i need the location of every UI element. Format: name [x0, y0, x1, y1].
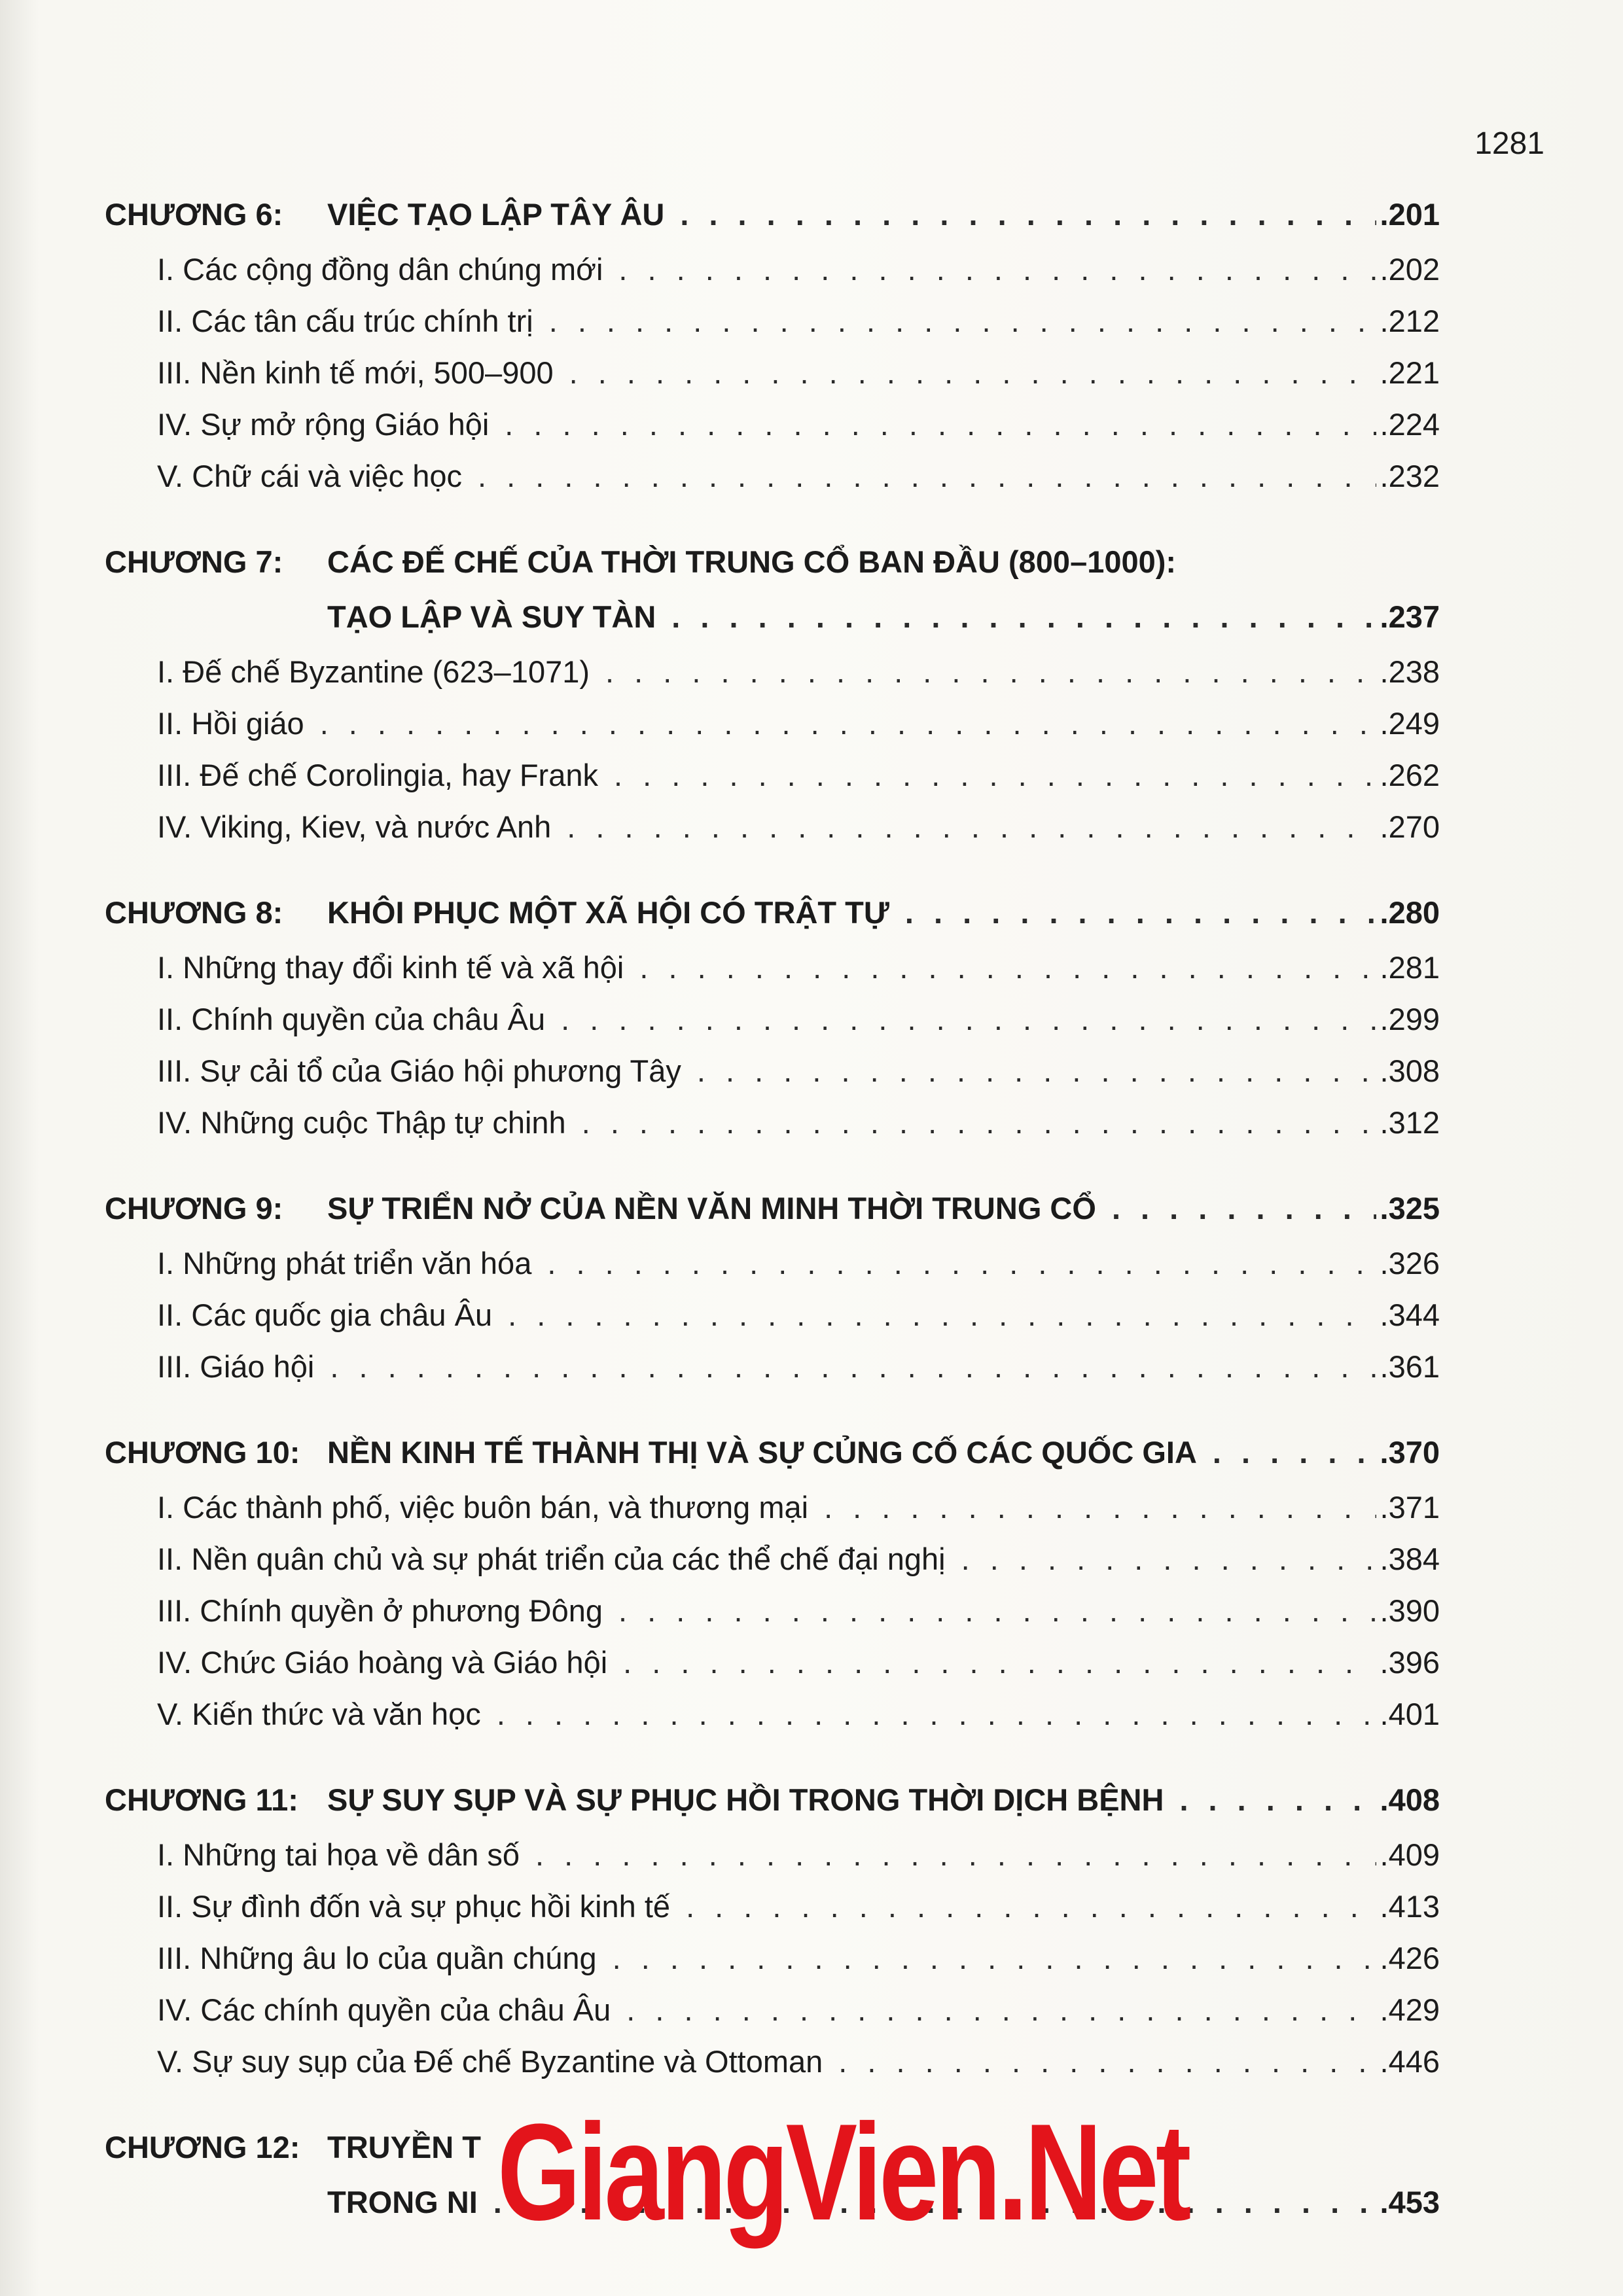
dot-leader	[961, 1541, 1376, 1577]
toc-section-entry	[105, 1541, 1440, 1593]
section-title: II. Các quốc gia châu Âu	[157, 1298, 493, 1332]
section-page-number: .409	[1380, 1837, 1440, 1872]
chapter-page-number: .453	[1380, 2185, 1440, 2219]
section-page-number: .238	[1380, 654, 1440, 689]
section-title: V. Sự suy sụp của Đế chế Byzantine và Ottoman	[157, 2044, 823, 2079]
chapter-label: CHƯƠNG 12:	[105, 2130, 300, 2164]
section-title: II. Chính quyền của châu Âu	[157, 1002, 546, 1036]
chapter-title: TRUYỀN T	[327, 2130, 481, 2164]
dot-leader	[905, 894, 1376, 930]
dot-leader	[569, 355, 1376, 391]
section-title: I. Những phát triển văn hóa	[157, 1246, 532, 1280]
section-page-number: .299	[1380, 1002, 1440, 1036]
dot-leader	[824, 1489, 1376, 1525]
toc-chapter	[105, 196, 1440, 510]
section-page-number: .202	[1380, 252, 1440, 287]
section-page-number: .429	[1380, 1992, 1440, 2027]
section-title: II. Nền quân chủ và sự phát triển của các thể chế đại nghị	[157, 1542, 946, 1576]
section-title: I. Các cộng đồng dân chúng mới	[157, 252, 603, 287]
dot-leader	[671, 599, 1376, 635]
toc-section-entry	[105, 251, 1440, 303]
toc-section-entry	[105, 406, 1440, 458]
chapter-title: NỀN KINH TẾ THÀNH THỊ VÀ SỰ CỦNG CỐ CÁC QUỐC GIA	[327, 1435, 1197, 1470]
toc-section-entry	[105, 355, 1440, 406]
dot-leader	[626, 1992, 1376, 2028]
toc-section-entry	[105, 705, 1440, 757]
dot-leader	[320, 705, 1376, 741]
dot-leader	[549, 303, 1376, 339]
toc-section-entry	[105, 1837, 1440, 1888]
chapter-title: TRONG NI	[327, 2185, 478, 2219]
section-page-number: .224	[1380, 407, 1440, 442]
section-title: III. Sự cải tổ của Giáo hội phương Tây	[157, 1053, 681, 1088]
dot-leader	[618, 251, 1376, 287]
chapter-title: SỰ TRIỂN NỞ CỦA NỀN VĂN MINH THỜI TRUNG CỔ	[327, 1191, 1096, 1226]
dot-leader	[478, 458, 1376, 494]
chapter-page-number: .370	[1380, 1435, 1440, 1470]
chapter-page-number: .201	[1380, 197, 1440, 232]
toc-section-entry	[105, 1053, 1440, 1104]
section-title: IV. Các chính quyền của châu Âu	[157, 1992, 611, 2027]
section-title: I. Những thay đổi kinh tế và xã hội	[157, 950, 624, 985]
chapter-label: CHƯƠNG 8:	[105, 895, 283, 930]
dot-leader	[567, 809, 1376, 845]
section-page-number: .281	[1380, 950, 1440, 985]
section-title: III. Chính quyền ở phương Đông	[157, 1593, 603, 1628]
section-page-number: .384	[1380, 1542, 1440, 1576]
dot-leader	[613, 1940, 1376, 1976]
section-page-number: .308	[1380, 1053, 1440, 1088]
toc-chapter	[105, 1782, 1440, 2095]
chapter-heading-line	[105, 894, 1440, 949]
section-title: IV. Viking, Kiev, và nước Anh	[157, 809, 552, 844]
dot-leader	[618, 1593, 1376, 1629]
toc-chapter	[105, 1434, 1440, 1748]
toc-section-entry	[105, 1489, 1440, 1541]
dot-leader	[508, 1297, 1376, 1333]
section-title: I. Các thành phố, việc buôn bán, và thương mại	[157, 1490, 809, 1525]
dot-leader	[838, 2043, 1376, 2079]
toc-section-entry	[105, 303, 1440, 355]
section-page-number: .371	[1380, 1490, 1440, 1525]
table-of-contents	[105, 196, 1440, 2273]
toc-section-entry	[105, 654, 1440, 705]
section-page-number: .426	[1380, 1941, 1440, 1975]
section-title: III. Đế chế Corolingia, hay Frank	[157, 758, 598, 792]
dot-leader	[561, 1001, 1376, 1037]
dot-leader	[547, 1245, 1376, 1281]
section-page-number: .361	[1380, 1349, 1440, 1384]
section-title: I. Những tai họa về dân số	[157, 1837, 520, 1872]
toc-section-entry	[105, 1104, 1440, 1156]
section-title: III. Nền kinh tế mới, 500–900	[157, 355, 554, 390]
toc-chapter	[105, 544, 1440, 860]
section-title: III. Giáo hội	[157, 1349, 315, 1384]
section-page-number: .270	[1380, 809, 1440, 844]
dot-leader	[697, 1053, 1376, 1089]
section-title: II. Các tân cấu trúc chính trị	[157, 304, 533, 338]
toc-section-entry	[105, 1297, 1440, 1349]
toc-section-entry	[105, 949, 1440, 1001]
chapter-title: KHÔI PHỤC MỘT XÃ HỘI CÓ TRẬT TỰ	[327, 895, 889, 930]
section-title: II. Sự đình đốn và sự phục hồi kinh tế	[157, 1889, 671, 1924]
section-title: IV. Những cuộc Thập tự chinh	[157, 1105, 566, 1140]
toc-chapter	[105, 1190, 1440, 1400]
dot-leader	[680, 196, 1376, 232]
toc-section-entry	[105, 1888, 1440, 1940]
section-title: I. Đế chế Byzantine (623–1071)	[157, 654, 590, 689]
chapter-heading-line	[105, 1782, 1440, 1837]
dot-leader	[1112, 1190, 1376, 1226]
chapter-page-number: .408	[1380, 1782, 1440, 1817]
section-page-number: .446	[1380, 2044, 1440, 2079]
toc-chapter	[105, 894, 1440, 1156]
section-title: III. Những âu lo của quần chúng	[157, 1941, 597, 1975]
chapter-label: CHƯƠNG 10:	[105, 1435, 300, 1470]
section-page-number: .396	[1380, 1645, 1440, 1680]
dot-leader	[330, 1349, 1376, 1385]
chapter-label: CHƯƠNG 11:	[105, 1782, 298, 1817]
toc-section-entry	[105, 1001, 1440, 1053]
section-page-number: .249	[1380, 706, 1440, 741]
section-page-number: .344	[1380, 1298, 1440, 1332]
dot-leader	[623, 1644, 1376, 1680]
section-page-number: .390	[1380, 1593, 1440, 1628]
chapter-heading-line	[105, 599, 1440, 654]
section-page-number: .221	[1380, 355, 1440, 390]
toc-section-entry	[105, 1644, 1440, 1696]
chapter-label: CHƯƠNG 6:	[105, 197, 283, 232]
toc-section-entry	[105, 1940, 1440, 1992]
chapter-heading-line	[105, 196, 1440, 251]
section-page-number: .413	[1380, 1889, 1440, 1924]
toc-section-entry	[105, 1349, 1440, 1400]
dot-leader	[535, 1837, 1376, 1873]
toc-section-entry	[105, 1992, 1440, 2043]
dot-leader	[1213, 1434, 1376, 1470]
section-title: IV. Sự mở rộng Giáo hội	[157, 407, 490, 442]
section-title: V. Kiến thức và văn học	[157, 1697, 481, 1731]
toc-section-entry	[105, 1593, 1440, 1644]
dot-leader	[1179, 1782, 1376, 1818]
section-page-number: .212	[1380, 304, 1440, 338]
chapter-title: TẠO LẬP VÀ SUY TÀN	[327, 599, 656, 634]
section-page-number: .401	[1380, 1697, 1440, 1731]
chapter-page-number: .237	[1380, 599, 1440, 634]
chapter-title: SỰ SUY SỤP VÀ SỰ PHỤC HỒI TRONG THỜI DỊCH BỆNH	[327, 1782, 1164, 1817]
chapter-label: CHƯƠNG 7:	[105, 544, 283, 579]
chapter-page-number: .325	[1380, 1191, 1440, 1226]
section-title: V. Chữ cái và việc học	[157, 459, 463, 493]
dot-leader	[686, 1888, 1376, 1924]
section-title: II. Hồi giáo	[157, 706, 304, 741]
chapter-heading-line	[105, 1434, 1440, 1489]
chapter-heading-line	[105, 544, 1440, 599]
section-title: IV. Chức Giáo hoàng và Giáo hội	[157, 1645, 608, 1680]
toc-section-entry	[105, 458, 1440, 510]
section-page-number: .232	[1380, 459, 1440, 493]
chapter-title: CÁC ĐẾ CHẾ CỦA THỜI TRUNG CỔ BAN ĐẦU (800–1000):	[327, 544, 1177, 579]
chapter-page-number: .280	[1380, 895, 1440, 930]
chapter-heading-line	[105, 1190, 1440, 1245]
toc-section-entry	[105, 1696, 1440, 1748]
dot-leader	[614, 757, 1376, 793]
dot-leader	[505, 406, 1376, 442]
toc-section-entry	[105, 809, 1440, 860]
section-page-number: .326	[1380, 1246, 1440, 1280]
dot-leader	[639, 949, 1376, 985]
dot-leader	[582, 1104, 1376, 1140]
chapter-label: CHƯƠNG 9:	[105, 1191, 283, 1226]
toc-section-entry	[105, 2043, 1440, 2095]
chapter-title: VIỆC TẠO LẬP TÂY ÂU	[327, 197, 665, 232]
dot-leader	[605, 654, 1376, 690]
watermark-logo: GiangVien.Net	[497, 2095, 1188, 2249]
section-page-number: .262	[1380, 758, 1440, 792]
toc-section-entry	[105, 757, 1440, 809]
page-number: 1281	[1474, 126, 1544, 161]
dot-leader	[497, 1696, 1376, 1732]
section-page-number: .312	[1380, 1105, 1440, 1140]
toc-section-entry	[105, 1245, 1440, 1297]
